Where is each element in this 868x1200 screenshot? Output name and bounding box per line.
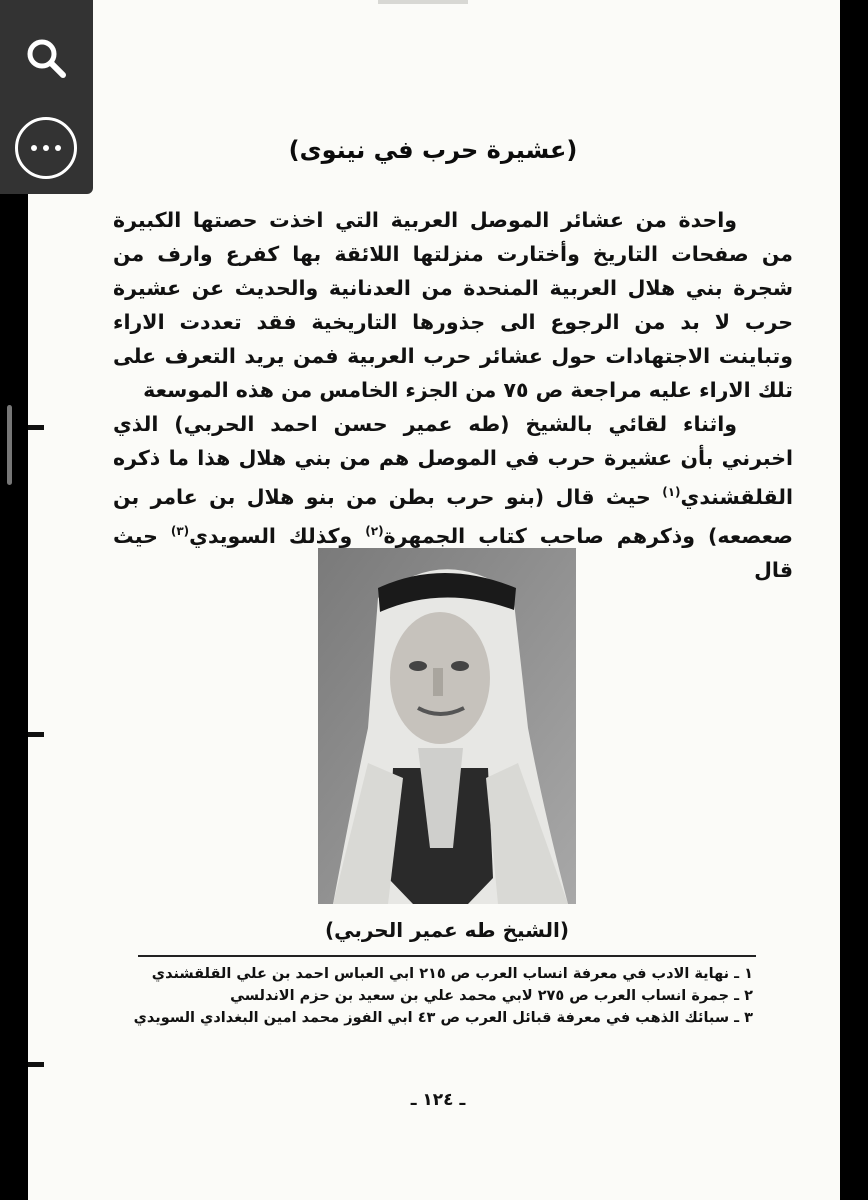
footnote-1: ١ ـ نهاية الادب في معرفة انساب العرب ص ٢١٥ ابي العباس احمد بن علي القلقشندي (151, 966, 753, 982)
page-title: (عشيرة حرب في نينوى) (288, 136, 578, 164)
paragraph-2-part-3: وكذلك السويدي (189, 523, 366, 548)
document-page (28, 0, 840, 1200)
footnote-separator (138, 955, 756, 957)
paragraph-2-part-1: واثناء لقائي بالشيخ (طه عمير حسن احمد الحربي) الذي اخبرني بأن عشيرة حرب في الموصل هم من بني هلال هذا ما ذكره القلقشندي (113, 412, 793, 509)
search-button[interactable] (15, 27, 77, 89)
search-icon (24, 36, 68, 80)
paragraph-1: واحدة من عشائر الموصل العربية التي اخذت حصتها الكبيرة من صفحات التاريخ وأختارت منزلتها اللائقة بها كفرع وارف من شجرة بني هلال العربية المنحدة من العدنانية والحديث عن عشيرة حرب لا بد من الرجوع الى جذورها التاريخية فقد تعددت الاراء وتباينت الاجتهادات حول عشائر حرب العربية فمن يريد التعرف على تلك الاراء عليه مراجعة ص ٧٥ من الجزء الخامس من هذه الموسعة (113, 208, 793, 402)
footnote-mark-2: (٢) (365, 523, 384, 538)
footnote-3: ٣ ـ سبائك الذهب في معرفة قبائل العرب ص ٤٣ ابي الفوز محمد امين البغدادي السويدي (133, 1010, 753, 1026)
edge-marker (28, 425, 44, 430)
scrollbar-thumb[interactable] (7, 405, 12, 485)
footnote-mark-3: (٣) (170, 523, 190, 538)
paragraph-2-part-2: حيث قال (بنو حرب بطن من بنو هلال بن عامر بن صعصعه) وذكرهم صاحب كتاب الجمهرة (113, 484, 793, 548)
footnote-mark-1: (١) (662, 485, 681, 499)
edge-marker (28, 732, 44, 737)
footnote-2: ٢ ـ جمرة انساب العرب ص ٢٧٥ لابي محمد علي بن سعيد بن حزم الاندلسي (230, 988, 753, 1004)
photo-caption: (الشيخ طه عمير الحربي) (324, 918, 570, 942)
edge-marker (28, 1062, 44, 1067)
viewer-toolbar (0, 0, 93, 194)
body-text (113, 203, 793, 587)
more-button[interactable] (15, 117, 77, 179)
footnotes (128, 963, 753, 1029)
paragraph-2-part-4: حيث قال (113, 523, 793, 582)
portrait-photo (318, 548, 576, 904)
more-icon (31, 145, 61, 151)
portrait-illustration (318, 548, 576, 904)
top-edge-mark (378, 0, 468, 4)
page-number: ـ ١٢٤ ـ (410, 1090, 466, 1110)
